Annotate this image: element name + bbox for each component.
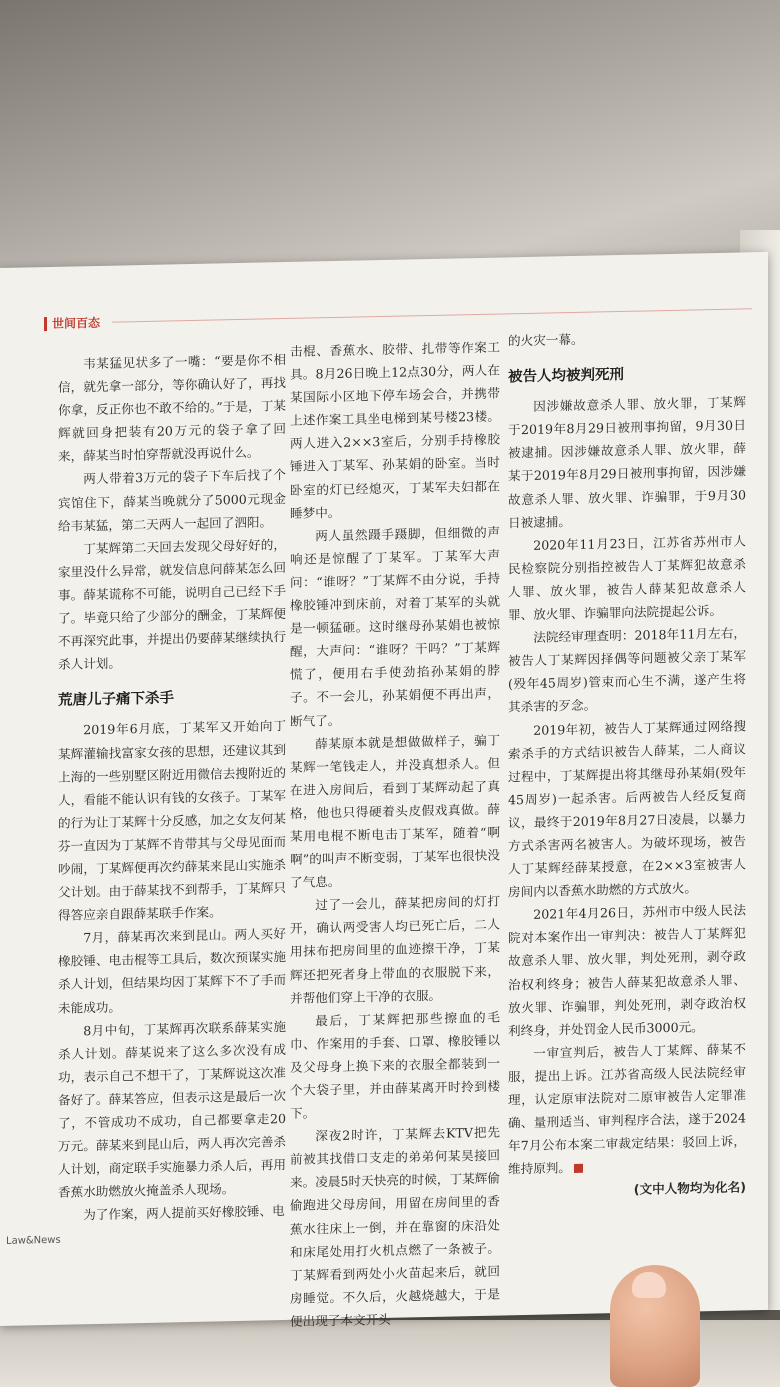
paragraph: 2020年11月23日，江苏省苏州市人民检察院分别指控被告人丁某辉犯故意杀人罪、放火罪，被告人薛某犯故意杀人罪、放火罪、诈骗罪向法院提起公诉。 [508, 533, 746, 623]
paragraph: 的火灾一幕。 [508, 331, 584, 349]
paragraph: 8月中旬，丁某辉再次联系薛某实施杀人计划。薛某说来了这么多次没有成功，表示自己不想干了，丁某辉说这次准备好了。薛某答应，但表示这是最后一次了，不管成功不成功，自己都要拿走20万元。薛某来到昆山后，两人再次完善杀人计划，商定联手实施暴力杀人后，再用香蕉水助燃放火掩盖杀人现场。 [58, 1018, 286, 1201]
paragraph [508, 1037, 746, 1181]
column-3 [508, 324, 746, 1203]
paragraph: 7月，薛某再次来到昆山。两人买好橡胶锤、电击棍等工具后，数次预谋实施杀人计划，但结果均因丁某辉下不了手而未能成功。 [58, 926, 286, 1016]
paragraph: 2019年6月底，丁某军又开始向丁某辉灌输找富家女孩的思想，还建议其到上海的一些别墅区附近用微信去搜附近的人，看能不能认识有钱的女孩子。丁某军的行为让丁某辉十分反感，加之女友何某芬一直因为丁某辉不肯带其与父母见面而吵闹，丁某辉便再次约薛某来昆山实施杀父计划。由于薛某找不到帮手，丁某辉只得答应亲自跟薛某联手作案。 [58, 718, 286, 923]
paragraph: 2019年初，被告人丁某辉通过网络搜索杀手的方式结识被告人薛某，二人商议过程中，丁某辉提出将其继母孙某娟(殁年45周岁)一起杀害。后两被告人经反复商议，最终于2019年8月27日凌晨，以暴力方式杀害两名被害人。为破坏现场，被告人丁某辉经薛某授意，在2××3室被害人房间内以香蕉水助燃的方式放火。 [508, 717, 746, 900]
footer-brand: Law&News [6, 1234, 61, 1247]
magazine-page [0, 252, 768, 1329]
paragraph: 过了一会儿，薛某把房间的灯打开，确认两受害人均已死亡后，二人用抹布把房间里的血迹擦干净，丁某辉还把死者身上带血的衣服脱下来，并帮他们穿上干净的衣服。 [290, 893, 500, 1006]
section-tag: 世间百态 [52, 315, 101, 331]
column-1 [58, 348, 286, 1227]
fingernail [632, 1272, 666, 1298]
paragraph: 最后，丁某辉把那些擦血的毛巾、作案用的手套、口罩、橡胶锤以及父母身上换下来的衣服全都装到一个大袋子里，并由薛某离开时拎到楼下。 [290, 1009, 500, 1122]
paragraph: 韦某猛见状多了一嘴：“要是你不相信，就先拿一部分，等你确认好了，再找你拿，反正你也不敢不给的。”于是，丁某辉就回身把装有20万元的袋子拿了回来，薛某当时怕穿帮就没再说什么。 [58, 352, 286, 465]
paragraph: 薛某原本就是想做做样子，骗丁某辉一笔钱走人，并没真想杀人。但在进入房间后，看到丁某辉动起了真格，他也只得硬着头皮假戏真做。薛某用电棍不断电击丁某军，随着“啊啊”的叫声不断变弱，丁某军也很快没了气息。 [290, 732, 500, 891]
paragraph: 深夜2时许，丁某辉去KTV把先前被其找借口支走的弟弟何某昊接回来。凌晨5时天快亮的时候，丁某辉偷偷跑进父母房间，用留在房间里的香蕉水往床上一倒，并在靠窗的床沿处和床尾处用打火机点燃了一条被子。丁某辉看到两处小火苗起来后，就回房睡觉。不久后，火越烧越大，于是便出现了本文开头 [290, 1124, 500, 1329]
previous-page-shadow [0, 0, 780, 270]
end-mark-icon [574, 1164, 583, 1173]
paragraph: 法院经审理查明：2018年11月左右，被告人丁某辉因择偶等问题被父亲丁某军(殁年45周岁)管束而心生不满，遂产生将其杀害的歹念。 [508, 625, 746, 715]
header-rule [112, 308, 752, 322]
paragraph: 2021年4月26日，苏州市中级人民法院对本案作出一审判决：被告人丁某辉犯故意杀人罪、放火罪，判处死刑，剥夺政治权利终身；被告人薛某犯故意杀人罪、放火罪、诈骗罪，判处死刑，剥夺政治权利终身，并处罚金人民币3000元。 [508, 902, 746, 1039]
final-paragraph-text: 一审宣判后，被告人丁某辉、薛某不服，提出上诉。江苏省高级人民法院经审理，认定原审法院对二原审被告人定罪准确、量刑适当、审判程序合法，遂于2024年7月公布本案二审裁定结果：驳回上诉，维持原判。 [508, 1041, 746, 1177]
subheading: 荒唐儿子痛下杀手 [58, 690, 174, 710]
paragraph: 两人带着3万元的袋子下车后找了个宾馆住下，薛某当晚就分了5000元现金给韦某猛，第二天两人一起回了泗阳。 [58, 467, 286, 534]
paragraph: 因涉嫌故意杀人罪、放火罪，丁某辉于2019年8月29日被刑事拘留，9月30日被逮捕。因涉嫌故意杀人罪、放火罪，薛某于2019年8月29日被刑事拘留，因涉嫌故意杀人罪、放火罪、诈骗罪，于9月30日被逮捕。 [508, 394, 746, 531]
subheading: 被告人均被判死刑 [508, 367, 624, 386]
paragraph: 击棍、香蕉水、胶带、扎带等作案工具。8月26日晚上12点30分，两人在某国际小区地下停车场会合，并携带上述作案工具坐电梯到某号楼23楼。两人进入2××3室后，分别手持橡胶锤进入丁某军、孙某娟的卧室。当时卧室的灯已经熄灭，丁某军夫妇都在睡梦中。 [290, 339, 500, 521]
paragraph: 丁某辉第二天回去发现父母好好的，家里没什么异常，就发信息问薛某怎么回事。薛某谎称不可能，说明自己已经下手了。毕竟只给了少部分的酬金，丁某辉便不再深究此事，并提出仍要薛某继续执行杀人计划。 [58, 536, 286, 673]
section-marker [44, 317, 47, 331]
paragraph: 为了作案，两人提前买好橡胶锤、电 [83, 1203, 285, 1223]
names-note: (文中人物均为化名) [633, 1179, 746, 1198]
paragraph: 两人虽然蹑手蹑脚，但细微的声响还是惊醒了丁某军。丁某军大声问：“谁呀？”丁某辉不由分说，手持橡胶锤冲到床前，对着丁某军的头就是一顿猛砸。这时继母孙某娟也被惊醒，大声问：“谁呀？干吗？”丁某辉慌了，便用右手使劲掐孙某娟的脖子。不一会儿，孙某娟便不再出声，断气了。 [290, 524, 500, 729]
column-2 [290, 336, 500, 1333]
